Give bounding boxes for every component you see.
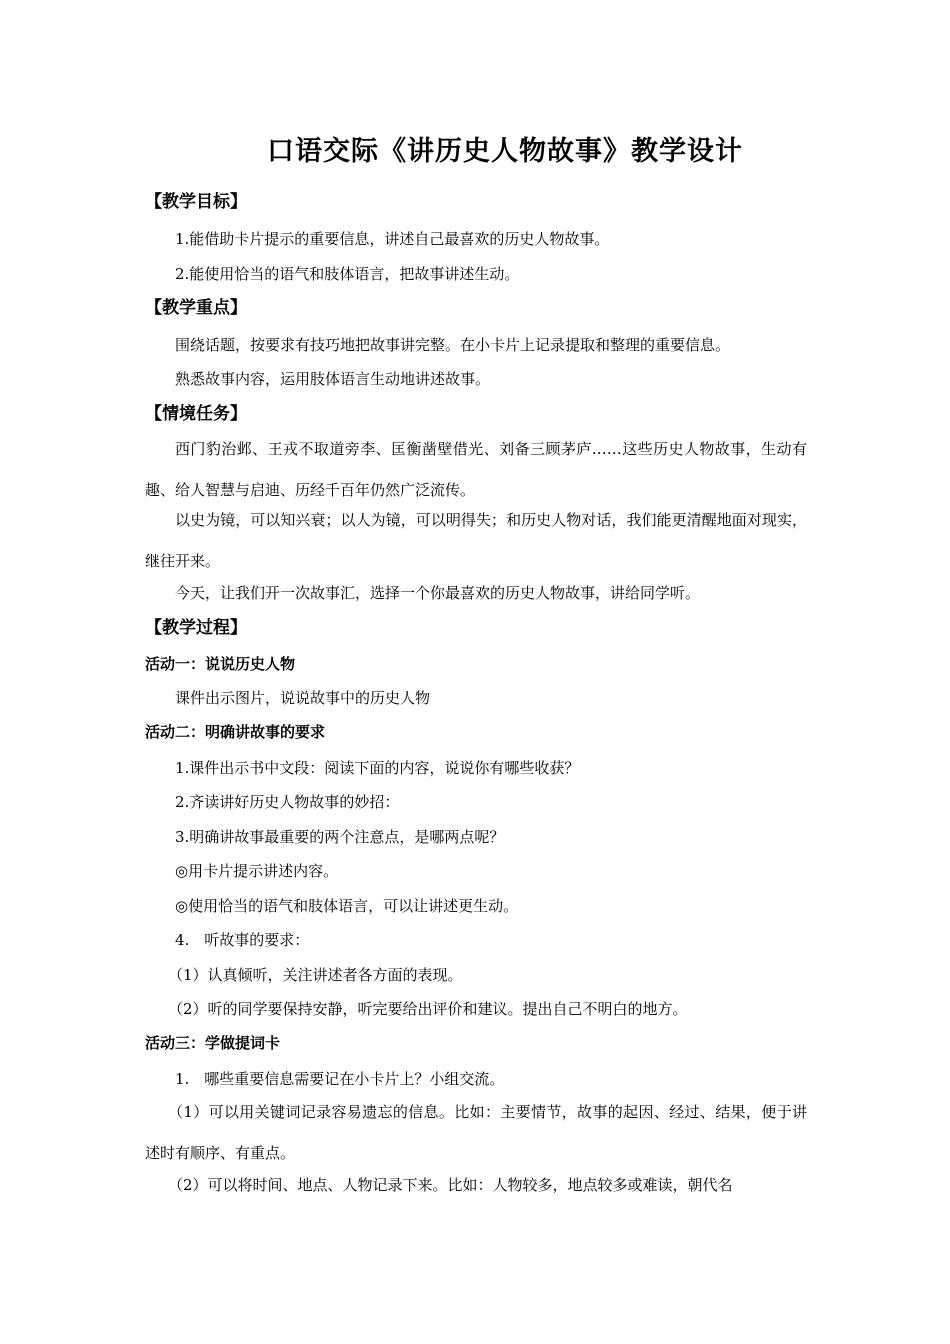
activity-item: （2）听的同学要保持安静，听完要给出评价和建议。提出自己不明白的地方。 bbox=[168, 1000, 688, 1018]
goal-item: 1.能借助卡片提示的重要信息，讲述自己最喜欢的历史人物故事。 bbox=[175, 230, 610, 248]
activity-item: 3.明确讲故事最重要的两个注意点，是哪两点呢？ bbox=[175, 828, 505, 846]
section-heading-process: 【教学过程】 bbox=[145, 618, 247, 638]
activity-item: 1. 哪些重要信息需要记在小卡片上？小组交流。 bbox=[175, 1070, 505, 1088]
activity-title: 活动三：学做提词卡 bbox=[145, 1034, 281, 1052]
section-heading-focus: 【教学重点】 bbox=[145, 298, 247, 318]
activity-item: （1）可以用关键词记录容易遗忘的信息。比如：主要情节，故事的起因、经过、结果，便于讲述时有顺序、有重点。 bbox=[145, 1103, 807, 1162]
scenario-paragraph: 西门豹治邺、王戎不取道旁李、匡衡凿壁借光、刘备三顾茅庐……这些历史人物故事，生动有趣、给人智慧与启迪、历经千百年仍然广泛流传。 bbox=[145, 440, 807, 499]
scenario-paragraph: 今天，让我们开一次故事汇，选择一个你最喜欢的历史人物故事，讲给同学听。 bbox=[175, 584, 701, 602]
section-heading-scenario: 【情境任务】 bbox=[145, 404, 247, 424]
activity-title: 活动一：说说历史人物 bbox=[145, 655, 296, 673]
activity-item: 1.课件出示书中文段：阅读下面的内容，说说你有哪些收获？ bbox=[175, 759, 580, 777]
document-title: 口语交际《讲历史人物故事》教学设计 bbox=[267, 136, 743, 167]
activity-item: ◎使用恰当的语气和肢体语言，可以让讲述更生动。 bbox=[175, 897, 519, 915]
focus-item: 围绕话题，按要求有技巧地把故事讲完整。在小卡片上记录提取和整理的重要信息。 bbox=[175, 336, 731, 354]
activity-item: 4. 听故事的要求： bbox=[175, 931, 310, 949]
activity-item: ◎用卡片提示讲述内容。 bbox=[175, 862, 339, 880]
activity-item: 2.齐读讲好历史人物故事的妙招： bbox=[175, 793, 400, 811]
section-heading-goals: 【教学目标】 bbox=[145, 192, 247, 212]
activity-item: （1）认真倾听，关注讲述者各方面的表现。 bbox=[168, 966, 463, 984]
activity-title: 活动二：明确讲故事的要求 bbox=[145, 723, 326, 741]
activity-item: （2）可以将时间、地点、人物记录下来。比如：人物较多，地点较多或难读，朝代名 bbox=[168, 1176, 733, 1194]
activity-item: 课件出示图片，说说故事中的历史人物 bbox=[175, 689, 431, 707]
goal-item: 2.能使用恰当的语气和肢体语言，把故事讲述生动。 bbox=[175, 265, 520, 283]
focus-item: 熟悉故事内容，运用肢体语言生动地讲述故事。 bbox=[175, 370, 491, 388]
scenario-paragraph: 以史为镜，可以知兴衰；以人为镜，可以明得失；和历史人物对话，我们能更清醒地面对现实，继往开来。 bbox=[145, 511, 807, 570]
